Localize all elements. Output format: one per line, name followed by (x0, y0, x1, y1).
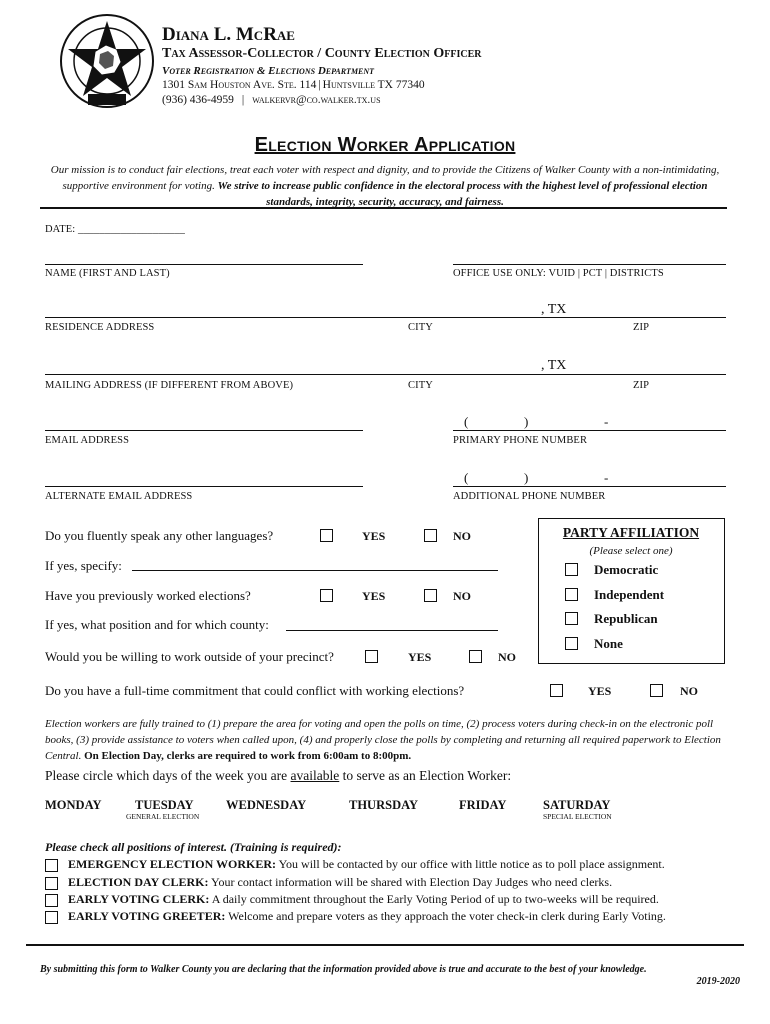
additional-phone-open: ( (464, 470, 469, 485)
office-use-label: OFFICE USE ONLY: VUID | PCT | DISTRICTS (453, 268, 664, 279)
department: Voter Registration & Elections Department (162, 65, 375, 77)
office-address-line (162, 79, 425, 91)
fulltime-no-checkbox[interactable] (650, 684, 663, 697)
separator: | (318, 79, 321, 91)
residence-label: RESIDENCE ADDRESS (45, 322, 155, 333)
outside-yes-checkbox[interactable] (365, 650, 378, 663)
outside-question: Would you be willing to work outside of your precinct? (45, 649, 334, 664)
title-divider (40, 207, 727, 209)
training-text: Election workers are fully trained to (1) prepare the area for voting and open the polls on time, (2) process voters during check-in on the electronic poll books, (3) provide assistance to voters when called upon, (4) and properly close the polls by completing and returning all required paperwork to Election Central. (45, 718, 721, 762)
mailing-line[interactable] (45, 374, 726, 375)
party-none-label: None (594, 636, 623, 651)
days-prompt-start: Please circle which days of the week you are (45, 768, 291, 783)
party-democratic-checkbox[interactable] (565, 563, 578, 576)
mission-text-bold: We strive to increase public confidence in the electoral process with the highest level of professional election standards, integrity, security, accuracy, and fairness. (217, 180, 708, 208)
day-saturday[interactable]: SATURDAY (543, 798, 611, 812)
officer-name: Diana L. McRae (162, 24, 295, 45)
position-election-day-checkbox[interactable] (45, 877, 58, 890)
date-field[interactable]: DATE: ____________________ (45, 224, 185, 235)
specify-label: If yes, specify: (45, 558, 122, 573)
training-paragraph (45, 716, 730, 764)
fulltime-no-label: NO (680, 684, 698, 698)
fulltime-question: Do you have a full-time commitment that could conflict with working elections? (45, 683, 465, 698)
party-title: PARTY AFFILIATION (562, 525, 700, 540)
positions-title: Please check all positions of interest. (Training is required): (45, 840, 342, 854)
worked-no-label: NO (453, 589, 471, 603)
languages-yes-label: YES (362, 529, 386, 543)
position-emergency-desc: You will be contacted by our office with little notice as to poll place assignment. (278, 857, 665, 871)
email-line[interactable] (45, 430, 363, 431)
worked-yes-label: YES (362, 589, 386, 603)
city-state-zip: Huntsville TX 77340 (322, 79, 425, 91)
county-seal (58, 12, 156, 110)
mission-text: Our mission is to conduct fair elections, treat each voter with respect and dignity, and to provide the Citizens of Walker County with a non-intimidating, supportive environment for voting. (50, 164, 720, 192)
position-early-clerk-desc: A daily commitment throughout the Early Voting Period of up to two-weeks will be required. (211, 892, 659, 906)
party-republican-checkbox[interactable] (565, 612, 578, 625)
alt-email-label: ALTERNATE EMAIL ADDRESS (45, 491, 193, 502)
saturday-note: SPECIAL ELECTION (543, 812, 612, 821)
mailing-state: , TX (541, 358, 567, 373)
worked-no-checkbox[interactable] (424, 589, 437, 602)
mailing-city-label: CITY (408, 380, 433, 391)
additional-phone-close: ) (524, 470, 529, 485)
worked-yes-checkbox[interactable] (320, 589, 333, 602)
position-early-greeter-name: EARLY VOTING GREETER: (68, 909, 226, 923)
training-hours: On Election Day, clerks are required to work from 6:00am to 8:00pm. (84, 750, 412, 762)
languages-no-label: NO (453, 529, 471, 543)
seal-text (58, 12, 156, 110)
party-democratic-label: Democratic (594, 562, 659, 577)
worked-question: Have you previously worked elections? (45, 588, 251, 603)
outside-yes-label: YES (408, 650, 432, 664)
primary-phone-dash: - (604, 414, 609, 429)
position-label: If yes, what position and for which county: (45, 617, 269, 632)
position-election-day (68, 875, 612, 890)
contact-line (162, 94, 381, 106)
party-republican-label: Republican (594, 611, 658, 626)
primary-phone-line[interactable] (453, 430, 726, 431)
position-line[interactable] (286, 630, 498, 631)
name-label: NAME (FIRST AND LAST) (45, 268, 170, 279)
position-early-clerk-checkbox[interactable] (45, 894, 58, 907)
fulltime-yes-checkbox[interactable] (550, 684, 563, 697)
street-address: 1301 Sam Houston Ave. Ste. 114 (162, 79, 317, 91)
footer-declaration: By submitting this form to Walker County you are declaring that the information provided above is true and accurate to the best of your knowledge. (40, 964, 647, 975)
position-election-day-name: ELECTION DAY CLERK: (68, 875, 209, 889)
day-tuesday[interactable]: TUESDAY (135, 798, 194, 812)
tuesday-note: GENERAL ELECTION (126, 812, 200, 821)
position-early-greeter (68, 909, 666, 924)
position-early-greeter-checkbox[interactable] (45, 911, 58, 924)
party-independent-checkbox[interactable] (565, 588, 578, 601)
additional-phone-line[interactable] (453, 486, 726, 487)
days-prompt-available: available (290, 768, 340, 783)
alt-email-line[interactable] (45, 486, 363, 487)
residence-line[interactable] (45, 317, 726, 318)
footer-divider (26, 944, 744, 946)
primary-phone-open: ( (464, 414, 469, 429)
office-email[interactable]: walkervr@co.walker.tx.us (252, 94, 381, 106)
primary-phone-close: ) (524, 414, 529, 429)
party-independent-label: Independent (594, 587, 665, 602)
form-title: Election Worker Application (254, 134, 516, 156)
residence-state: , TX (541, 302, 567, 317)
residence-zip-label: ZIP (633, 322, 650, 333)
separator: | (241, 94, 245, 106)
languages-question: Do you fluently speak any other languages? (45, 528, 274, 543)
party-affiliation-box (538, 518, 725, 664)
party-none-checkbox[interactable] (565, 637, 578, 650)
office-use-line (453, 264, 726, 265)
mailing-label: MAILING ADDRESS (IF DIFFERENT FROM ABOVE) (45, 380, 294, 391)
day-monday[interactable]: MONDAY (45, 798, 102, 812)
day-wednesday[interactable]: WEDNESDAY (226, 798, 307, 812)
primary-phone-label: PRIMARY PHONE NUMBER (453, 435, 588, 446)
name-line[interactable] (45, 264, 363, 265)
days-prompt (45, 768, 511, 784)
day-friday[interactable]: FRIDAY (459, 798, 507, 812)
languages-no-checkbox[interactable] (424, 529, 437, 542)
fulltime-yes-label: YES (588, 684, 612, 698)
additional-phone-dash: - (604, 470, 609, 485)
position-election-day-desc: Your contact information will be shared with Election Day Judges who need clerks. (211, 875, 613, 889)
position-early-greeter-desc: Welcome and prepare voters as they approach the voter check-in clerk during Early Voting. (228, 909, 666, 923)
officer-title: Tax Assessor-Collector / County Election Officer (162, 46, 482, 61)
outside-no-label: NO (498, 650, 516, 664)
position-emergency (68, 857, 665, 872)
position-early-clerk (68, 892, 659, 907)
days-prompt-end: to serve as an Election Worker: (339, 768, 512, 783)
day-thursday[interactable]: THURSDAY (349, 798, 419, 812)
residence-city-label: CITY (408, 322, 433, 333)
position-early-clerk-name: EARLY VOTING CLERK: (68, 892, 210, 906)
mission-statement (40, 162, 730, 210)
specify-line[interactable] (132, 570, 498, 571)
languages-yes-checkbox[interactable] (320, 529, 333, 542)
office-phone: (936) 436-4959 (162, 94, 234, 106)
position-emergency-checkbox[interactable] (45, 859, 58, 872)
position-emergency-name: EMERGENCY ELECTION WORKER: (68, 857, 277, 871)
additional-phone-label: ADDITIONAL PHONE NUMBER (453, 491, 606, 502)
email-label: EMAIL ADDRESS (45, 435, 130, 446)
party-subtitle: (Please select one) (589, 545, 673, 557)
mailing-zip-label: ZIP (633, 380, 650, 391)
footer-year: 2019-2020 (696, 976, 740, 987)
outside-no-checkbox[interactable] (469, 650, 482, 663)
